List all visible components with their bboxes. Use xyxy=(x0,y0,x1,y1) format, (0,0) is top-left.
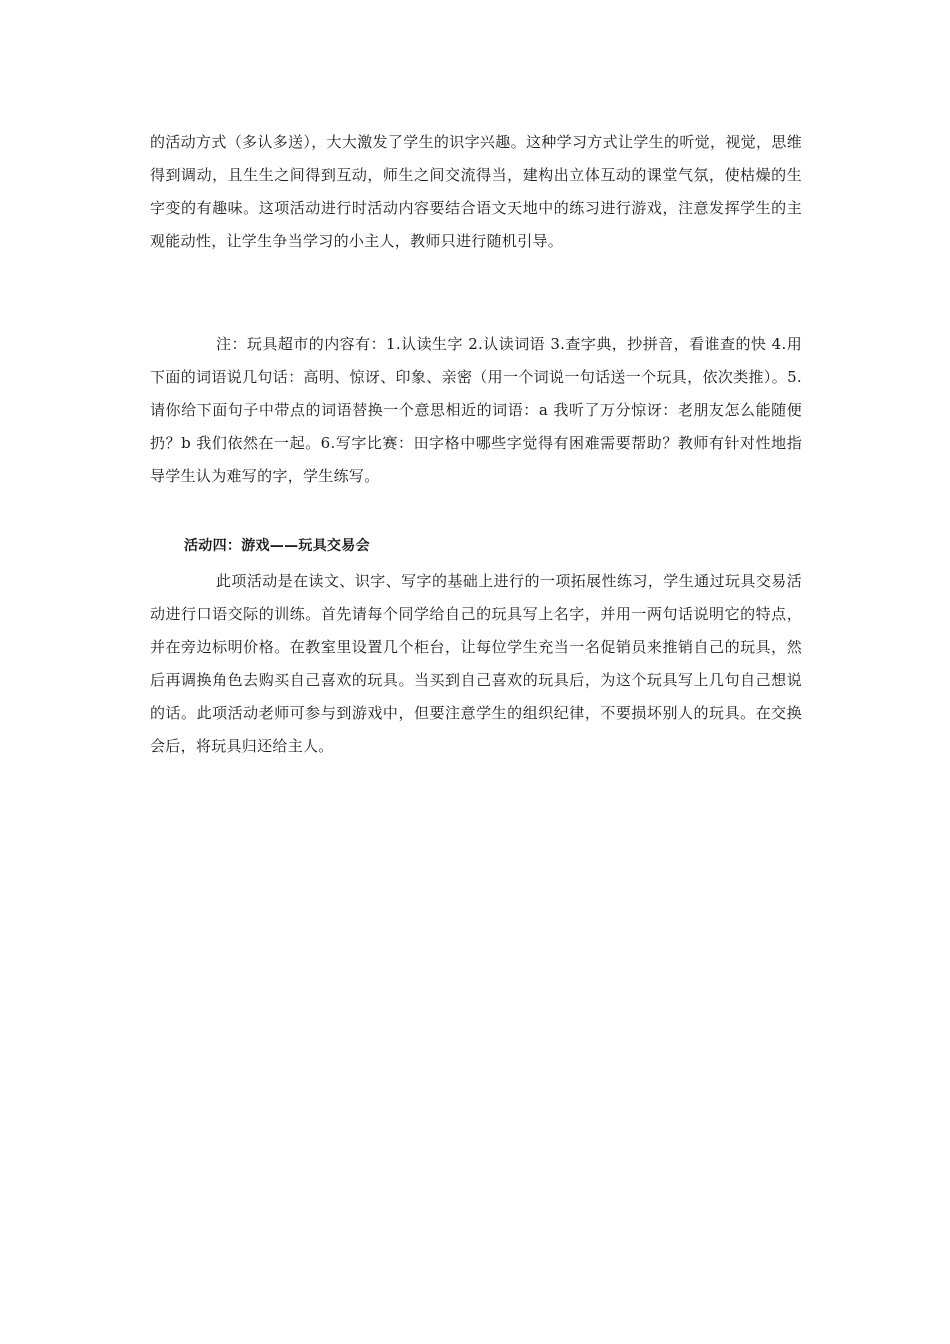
body-paragraph-activity-description: 的活动方式（多认多送），大大激发了学生的识字兴趣。这种学习方式让学生的听觉，视觉，思维得到调动，且生生之间得到互动，师生之间交流得当，建构出立体互动的课堂气氛，使枯燥的生字变的有趣味。这项活动进行时活动内容要结合语文天地中的练习进行游戏，注意发挥学生的主观能动性，让学生争当学习的小主人，教师只进行随机引导。 xyxy=(150,133,802,250)
body-paragraph-toy-trade-fair: 此项活动是在读文、识字、写字的基础上进行的一项拓展性练习，学生通过玩具交易活动进行口语交际的训练。首先请每个同学给自己的玩具写上名字，并用一两句话说明它的特点，并在旁边标明价格。在教室里设置几个柜台，让每位学生充当一名促销员来推销自己的玩具，然后再调换角色去购买自己喜欢的玩具。当买到自己喜欢的玩具后，为这个玩具写上几句自己想说的话。此项活动老师可参与到游戏中，但要注意学生的组织纪律，不要损坏别人的玩具。在交换会后，将玩具归还给主人。 xyxy=(150,572,802,755)
body-paragraph-toy-supermarket-note: 注：玩具超市的内容有：1.认读生字 2.认读词语 3.查字典，抄拼音，看谁查的快 4.用下面的词语说几句话：高明、惊讶、印象、亲密（用一个词说一句话送一个玩具，依次类推）。5.请你给下面句子中带点的词语替换一个意思相近的词语：a 我听了万分惊讶：老朋友怎么能随便扔？b 我们依然在一起。6.写字比赛：田字格中哪些字觉得有困难需要帮助？教师有针对性地指导学生认为难写的字，学生练写。 xyxy=(150,335,802,485)
section-heading-activity-four: 活动四：游戏——玩具交易会 xyxy=(184,538,370,554)
